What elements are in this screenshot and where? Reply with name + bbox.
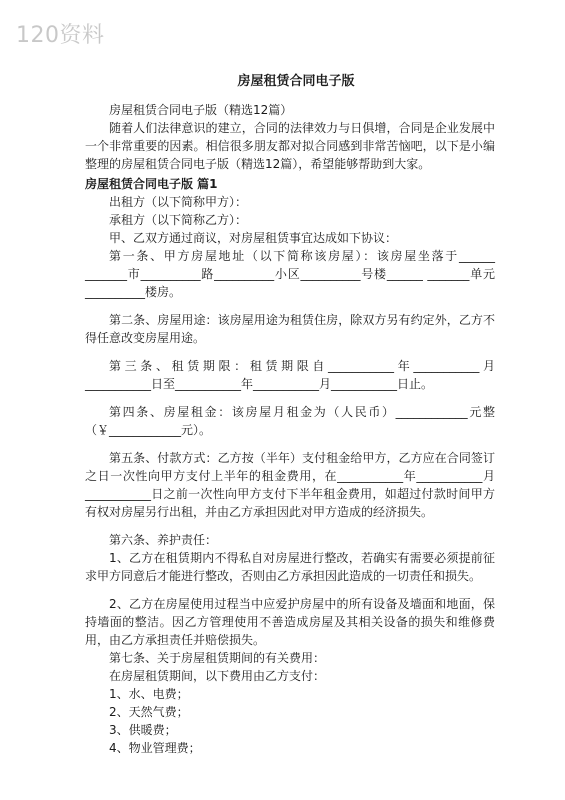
section-heading: 房屋租赁合同电子版 篇1 [85, 177, 218, 191]
article-3: 第三条、租赁期限：租赁期限自___________年___________月___________日至___________年___________月___________日止。 [85, 359, 495, 391]
lessor-line: 出租方（以下简称甲方）： [109, 195, 248, 209]
article-2: 第二条、房屋用途：该房屋用途为租赁住房，除双方另有约定外，乙方不得任意改变房屋用途。 [85, 313, 495, 345]
article-4: 第四条、房屋租金：该房屋月租金为（人民币）____________元整（￥____________元）。 [85, 405, 495, 437]
agreement-line: 甲、乙双方通过商议，对房屋租赁事宜达成如下协议： [109, 231, 398, 245]
lessee-line: 承租方（以下简称乙方）： [109, 213, 248, 227]
fee-item-gas: 2、天然气费； [109, 705, 189, 719]
watermark-logo: 120资料 [16, 23, 105, 48]
fee-item-water-electric: 1、水、电费； [109, 687, 189, 701]
fee-item-heating: 3、供暖费； [109, 723, 177, 737]
article-5: 第五条、付款方式：乙方按（半年）支付租金给甲方，乙方应在合同签订之日一次性向甲方支付上半年的租金费用，在___________年___________月___________日之前一次性向甲方支付下半年租金费用，如超过付款时间甲方有权对房屋另行出租，并由乙方承担因此对甲方造成的经济损失。 [85, 451, 495, 519]
intro-paragraph: 随着人们法律意识的建立，合同的法律效力与日俱增，合同是企业发展中一个非常重要的因素。相信很多朋友都对拟合同感到非常苦恼吧，以下是小编整理的房屋租赁合同电子版（精选12篇），希望能够帮助到大家。 [85, 121, 495, 171]
article-1: 第一条、甲方房屋地址（以下简称该房屋）：该房屋坐落于______ _______市__________路__________小区__________号楼______ _______单元__________楼房。 [85, 249, 495, 299]
article-6: 第六条、养护责任： [109, 533, 218, 547]
article-7: 第七条、关于房屋租赁期间的有关费用： [109, 651, 326, 665]
fee-item-property: 4、物业管理费； [109, 741, 201, 755]
document-title: 房屋租赁合同电子版 [237, 74, 355, 89]
article-7-intro: 在房屋租赁期间，以下费用由乙方支付： [109, 669, 326, 683]
article-6-item-1: 1、乙方在租赁期内不得私自对房屋进行整改，若确实有需要必须提前征求甲方同意后才能进行整改，否则由乙方承担因此造成的一切责任和损失。 [85, 551, 495, 583]
article-6-item-2: 2、乙方在房屋使用过程当中应爱护房屋中的所有设备及墙面和地面，保持墙面的整洁。因乙方管理使用不善造成房屋及其相关设备的损失和维修费用，由乙方承担责任并赔偿损失。 [85, 597, 495, 647]
document-subtitle: 房屋租赁合同电子版（精选12篇） [109, 103, 293, 117]
document-page [85, 70, 495, 757]
